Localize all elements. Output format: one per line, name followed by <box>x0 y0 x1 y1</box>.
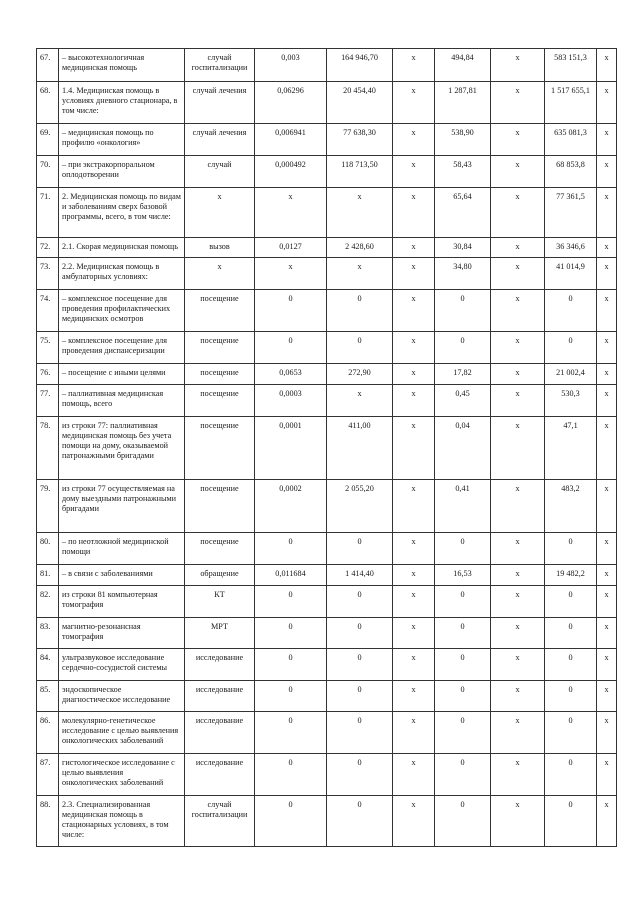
volume-norm-cell: 0 <box>255 712 327 754</box>
row-number-cell: 85. <box>37 681 59 712</box>
placeholder-cell: х <box>597 290 617 332</box>
row-name-cell: 2.2. Медицинская помощь в амбулаторных условиях: <box>59 258 185 290</box>
row-number-cell: 70. <box>37 156 59 188</box>
per-capita-cell: 17,82 <box>435 364 491 385</box>
placeholder-cell: х <box>393 385 435 417</box>
placeholder-cell: х <box>393 586 435 618</box>
cost-norm-cell: 0 <box>327 796 393 847</box>
row-number-cell: 75. <box>37 332 59 364</box>
unit-cell: х <box>185 188 255 238</box>
row-number-cell: 67. <box>37 49 59 82</box>
per-capita-cell: 16,53 <box>435 565 491 586</box>
table-row <box>37 649 617 681</box>
placeholder-cell: х <box>393 364 435 385</box>
per-capita-cell: 0 <box>435 290 491 332</box>
placeholder-cell: х <box>597 385 617 417</box>
volume-norm-cell: х <box>255 258 327 290</box>
table-row <box>37 618 617 649</box>
row-name-cell: 2.3. Специализированная медицинская помощь в стационарных условиях, в том числе: <box>59 796 185 847</box>
row-number-cell: 79. <box>37 480 59 533</box>
placeholder-cell: х <box>491 258 545 290</box>
total-cost-cell: 19 482,2 <box>545 565 597 586</box>
total-cost-cell: 635 081,3 <box>545 124 597 156</box>
cost-norm-cell: х <box>327 385 393 417</box>
placeholder-cell: х <box>393 618 435 649</box>
placeholder-cell: х <box>597 417 617 480</box>
total-cost-cell: 0 <box>545 586 597 618</box>
per-capita-cell: 34,80 <box>435 258 491 290</box>
placeholder-cell: х <box>491 533 545 565</box>
placeholder-cell: х <box>597 533 617 565</box>
row-number-cell: 83. <box>37 618 59 649</box>
placeholder-cell: х <box>491 124 545 156</box>
placeholder-cell: х <box>597 49 617 82</box>
volume-norm-cell: 0,0127 <box>255 238 327 258</box>
volume-norm-cell: 0 <box>255 754 327 796</box>
volume-norm-cell: 0 <box>255 290 327 332</box>
table-row <box>37 258 617 290</box>
row-name-cell: – посещение с иными целями <box>59 364 185 385</box>
placeholder-cell: х <box>597 188 617 238</box>
cost-norm-cell: 272,90 <box>327 364 393 385</box>
placeholder-cell: х <box>491 156 545 188</box>
row-name-cell: из строки 81 компьютерная томография <box>59 586 185 618</box>
unit-cell: МРТ <box>185 618 255 649</box>
cost-norm-cell: 2 428,60 <box>327 238 393 258</box>
cost-norm-cell: 0 <box>327 754 393 796</box>
unit-cell: случай госпитализации <box>185 796 255 847</box>
placeholder-cell: х <box>491 238 545 258</box>
table-row <box>37 796 617 847</box>
cost-norm-cell: 411,00 <box>327 417 393 480</box>
row-number-cell: 74. <box>37 290 59 332</box>
placeholder-cell: х <box>597 258 617 290</box>
row-name-cell: 2. Медицинская помощь по видам и заболеваниям сверх базовой программы, всего, в том числе: <box>59 188 185 238</box>
table-row <box>37 290 617 332</box>
unit-cell: исследование <box>185 754 255 796</box>
data-table <box>36 48 617 847</box>
total-cost-cell: 583 151,3 <box>545 49 597 82</box>
row-number-cell: 71. <box>37 188 59 238</box>
per-capita-cell: 0 <box>435 649 491 681</box>
volume-norm-cell: 0 <box>255 681 327 712</box>
cost-norm-cell: 0 <box>327 618 393 649</box>
placeholder-cell: х <box>597 618 617 649</box>
unit-cell: исследование <box>185 712 255 754</box>
total-cost-cell: 0 <box>545 796 597 847</box>
cost-norm-cell: 164 946,70 <box>327 49 393 82</box>
row-name-cell: из строки 77 осуществляемая на дому выездными патронажными бригадами <box>59 480 185 533</box>
table-row <box>37 565 617 586</box>
placeholder-cell: х <box>393 796 435 847</box>
placeholder-cell: х <box>597 649 617 681</box>
placeholder-cell: х <box>393 480 435 533</box>
table-row <box>37 188 617 238</box>
row-name-cell: молекулярно-генетическое исследование с целью выявления онкологических заболеваний <box>59 712 185 754</box>
placeholder-cell: х <box>597 712 617 754</box>
row-name-cell: – комплексное посещение для проведения профилактических медицинских осмотров <box>59 290 185 332</box>
per-capita-cell: 0 <box>435 586 491 618</box>
placeholder-cell: х <box>393 332 435 364</box>
per-capita-cell: 0,04 <box>435 417 491 480</box>
placeholder-cell: х <box>393 681 435 712</box>
unit-cell: вызов <box>185 238 255 258</box>
table-row <box>37 586 617 618</box>
table-row <box>37 533 617 565</box>
placeholder-cell: х <box>597 480 617 533</box>
placeholder-cell: х <box>393 565 435 586</box>
row-name-cell: – медицинская помощь по профилю «онкология» <box>59 124 185 156</box>
row-name-cell: ультразвуковое исследование сердечно-сосудистой системы <box>59 649 185 681</box>
row-number-cell: 86. <box>37 712 59 754</box>
placeholder-cell: х <box>393 82 435 124</box>
volume-norm-cell: х <box>255 188 327 238</box>
cost-norm-cell: 0 <box>327 649 393 681</box>
placeholder-cell: х <box>597 364 617 385</box>
row-number-cell: 76. <box>37 364 59 385</box>
placeholder-cell: х <box>491 618 545 649</box>
volume-norm-cell: 0,0001 <box>255 417 327 480</box>
row-number-cell: 73. <box>37 258 59 290</box>
placeholder-cell: х <box>491 82 545 124</box>
cost-norm-cell: 118 713,50 <box>327 156 393 188</box>
table-row <box>37 417 617 480</box>
cost-norm-cell: 0 <box>327 681 393 712</box>
total-cost-cell: 1 517 655,1 <box>545 82 597 124</box>
placeholder-cell: х <box>491 332 545 364</box>
unit-cell: случай лечения <box>185 82 255 124</box>
row-name-cell: – высокотехнологичная медицинская помощь <box>59 49 185 82</box>
row-name-cell: эндоскопическое диагностическое исследование <box>59 681 185 712</box>
total-cost-cell: 0 <box>545 754 597 796</box>
table-row <box>37 385 617 417</box>
total-cost-cell: 41 014,9 <box>545 258 597 290</box>
placeholder-cell: х <box>597 586 617 618</box>
table-row <box>37 238 617 258</box>
unit-cell: обращение <box>185 565 255 586</box>
row-number-cell: 82. <box>37 586 59 618</box>
per-capita-cell: 0 <box>435 332 491 364</box>
unit-cell: исследование <box>185 649 255 681</box>
volume-norm-cell: 0,0002 <box>255 480 327 533</box>
volume-norm-cell: 0 <box>255 649 327 681</box>
placeholder-cell: х <box>393 533 435 565</box>
placeholder-cell: х <box>491 649 545 681</box>
row-name-cell: – по неотложной медицинской помощи <box>59 533 185 565</box>
unit-cell: х <box>185 258 255 290</box>
row-number-cell: 77. <box>37 385 59 417</box>
placeholder-cell: х <box>491 565 545 586</box>
volume-norm-cell: 0,003 <box>255 49 327 82</box>
cost-norm-cell: 0 <box>327 332 393 364</box>
placeholder-cell: х <box>393 124 435 156</box>
volume-norm-cell: 0,011684 <box>255 565 327 586</box>
table-body <box>37 49 617 847</box>
row-name-cell: – в связи с заболеваниями <box>59 565 185 586</box>
row-name-cell: 2.1. Скорая медицинская помощь <box>59 238 185 258</box>
row-number-cell: 87. <box>37 754 59 796</box>
placeholder-cell: х <box>393 188 435 238</box>
placeholder-cell: х <box>393 238 435 258</box>
placeholder-cell: х <box>393 49 435 82</box>
placeholder-cell: х <box>393 754 435 796</box>
per-capita-cell: 1 287,81 <box>435 82 491 124</box>
table-row <box>37 364 617 385</box>
volume-norm-cell: 0,0653 <box>255 364 327 385</box>
row-number-cell: 84. <box>37 649 59 681</box>
table-row <box>37 480 617 533</box>
placeholder-cell: х <box>491 385 545 417</box>
placeholder-cell: х <box>491 586 545 618</box>
row-number-cell: 72. <box>37 238 59 258</box>
placeholder-cell: х <box>393 156 435 188</box>
per-capita-cell: 0 <box>435 712 491 754</box>
total-cost-cell: 68 853,8 <box>545 156 597 188</box>
per-capita-cell: 0 <box>435 681 491 712</box>
per-capita-cell: 58,43 <box>435 156 491 188</box>
total-cost-cell: 0 <box>545 290 597 332</box>
unit-cell: посещение <box>185 385 255 417</box>
row-number-cell: 80. <box>37 533 59 565</box>
row-number-cell: 81. <box>37 565 59 586</box>
placeholder-cell: х <box>393 649 435 681</box>
placeholder-cell: х <box>597 681 617 712</box>
table-row <box>37 82 617 124</box>
row-number-cell: 68. <box>37 82 59 124</box>
table-row <box>37 49 617 82</box>
placeholder-cell: х <box>491 49 545 82</box>
total-cost-cell: 0 <box>545 681 597 712</box>
per-capita-cell: 494,84 <box>435 49 491 82</box>
unit-cell: посещение <box>185 480 255 533</box>
volume-norm-cell: 0,0003 <box>255 385 327 417</box>
table-row <box>37 754 617 796</box>
volume-norm-cell: 0 <box>255 533 327 565</box>
total-cost-cell: 21 002,4 <box>545 364 597 385</box>
total-cost-cell: 0 <box>545 533 597 565</box>
table-row <box>37 712 617 754</box>
volume-norm-cell: 0,006941 <box>255 124 327 156</box>
cost-norm-cell: 0 <box>327 586 393 618</box>
placeholder-cell: х <box>393 290 435 332</box>
row-name-cell: гистологическое исследование с целью выявления онкологических заболеваний <box>59 754 185 796</box>
per-capita-cell: 0 <box>435 754 491 796</box>
total-cost-cell: 47,1 <box>545 417 597 480</box>
cost-norm-cell: 77 638,30 <box>327 124 393 156</box>
row-name-cell: магнитно-резонансная томография <box>59 618 185 649</box>
total-cost-cell: 77 361,5 <box>545 188 597 238</box>
placeholder-cell: х <box>491 712 545 754</box>
unit-cell: посещение <box>185 364 255 385</box>
unit-cell: КТ <box>185 586 255 618</box>
placeholder-cell: х <box>491 480 545 533</box>
total-cost-cell: 530,3 <box>545 385 597 417</box>
total-cost-cell: 0 <box>545 649 597 681</box>
placeholder-cell: х <box>597 796 617 847</box>
placeholder-cell: х <box>491 290 545 332</box>
placeholder-cell: х <box>491 188 545 238</box>
unit-cell: случай <box>185 156 255 188</box>
volume-norm-cell: 0 <box>255 796 327 847</box>
per-capita-cell: 65,64 <box>435 188 491 238</box>
cost-norm-cell: 2 055,20 <box>327 480 393 533</box>
total-cost-cell: 36 346,6 <box>545 238 597 258</box>
cost-norm-cell: 1 414,40 <box>327 565 393 586</box>
per-capita-cell: 0 <box>435 533 491 565</box>
per-capita-cell: 0,45 <box>435 385 491 417</box>
placeholder-cell: х <box>597 238 617 258</box>
table-row <box>37 332 617 364</box>
row-number-cell: 78. <box>37 417 59 480</box>
total-cost-cell: 0 <box>545 618 597 649</box>
placeholder-cell: х <box>597 124 617 156</box>
unit-cell: посещение <box>185 417 255 480</box>
total-cost-cell: 0 <box>545 332 597 364</box>
row-name-cell: из строки 77: паллиативная медицинская помощь без учета помощи на дому, оказываемой патронажными бригадами <box>59 417 185 480</box>
placeholder-cell: х <box>393 712 435 754</box>
placeholder-cell: х <box>491 754 545 796</box>
placeholder-cell: х <box>393 417 435 480</box>
cost-norm-cell: х <box>327 258 393 290</box>
unit-cell: случай госпитализации <box>185 49 255 82</box>
volume-norm-cell: 0,000492 <box>255 156 327 188</box>
row-name-cell: – комплексное посещение для проведения диспансеризации <box>59 332 185 364</box>
table-row <box>37 124 617 156</box>
per-capita-cell: 0 <box>435 796 491 847</box>
unit-cell: посещение <box>185 533 255 565</box>
unit-cell: исследование <box>185 681 255 712</box>
per-capita-cell: 0,41 <box>435 480 491 533</box>
volume-norm-cell: 0 <box>255 586 327 618</box>
cost-norm-cell: 0 <box>327 533 393 565</box>
placeholder-cell: х <box>491 417 545 480</box>
placeholder-cell: х <box>597 332 617 364</box>
placeholder-cell: х <box>491 796 545 847</box>
cost-norm-cell: 0 <box>327 712 393 754</box>
per-capita-cell: 0 <box>435 618 491 649</box>
row-name-cell: – паллиативная медицинская помощь, всего <box>59 385 185 417</box>
row-name-cell: – при экстракорпоральном оплодотворении <box>59 156 185 188</box>
placeholder-cell: х <box>491 364 545 385</box>
placeholder-cell: х <box>597 82 617 124</box>
unit-cell: случай лечения <box>185 124 255 156</box>
placeholder-cell: х <box>597 156 617 188</box>
per-capita-cell: 538,90 <box>435 124 491 156</box>
volume-norm-cell: 0 <box>255 618 327 649</box>
row-number-cell: 88. <box>37 796 59 847</box>
row-number-cell: 69. <box>37 124 59 156</box>
volume-norm-cell: 0 <box>255 332 327 364</box>
table-row <box>37 681 617 712</box>
unit-cell: посещение <box>185 332 255 364</box>
placeholder-cell: х <box>393 258 435 290</box>
volume-norm-cell: 0,06296 <box>255 82 327 124</box>
table-row <box>37 156 617 188</box>
unit-cell: посещение <box>185 290 255 332</box>
total-cost-cell: 0 <box>545 712 597 754</box>
placeholder-cell: х <box>491 681 545 712</box>
cost-norm-cell: 20 454,40 <box>327 82 393 124</box>
cost-norm-cell: х <box>327 188 393 238</box>
total-cost-cell: 483,2 <box>545 480 597 533</box>
placeholder-cell: х <box>597 565 617 586</box>
row-name-cell: 1.4. Медицинская помощь в условиях дневного стационара, в том числе: <box>59 82 185 124</box>
per-capita-cell: 30,84 <box>435 238 491 258</box>
placeholder-cell: х <box>597 754 617 796</box>
cost-norm-cell: 0 <box>327 290 393 332</box>
